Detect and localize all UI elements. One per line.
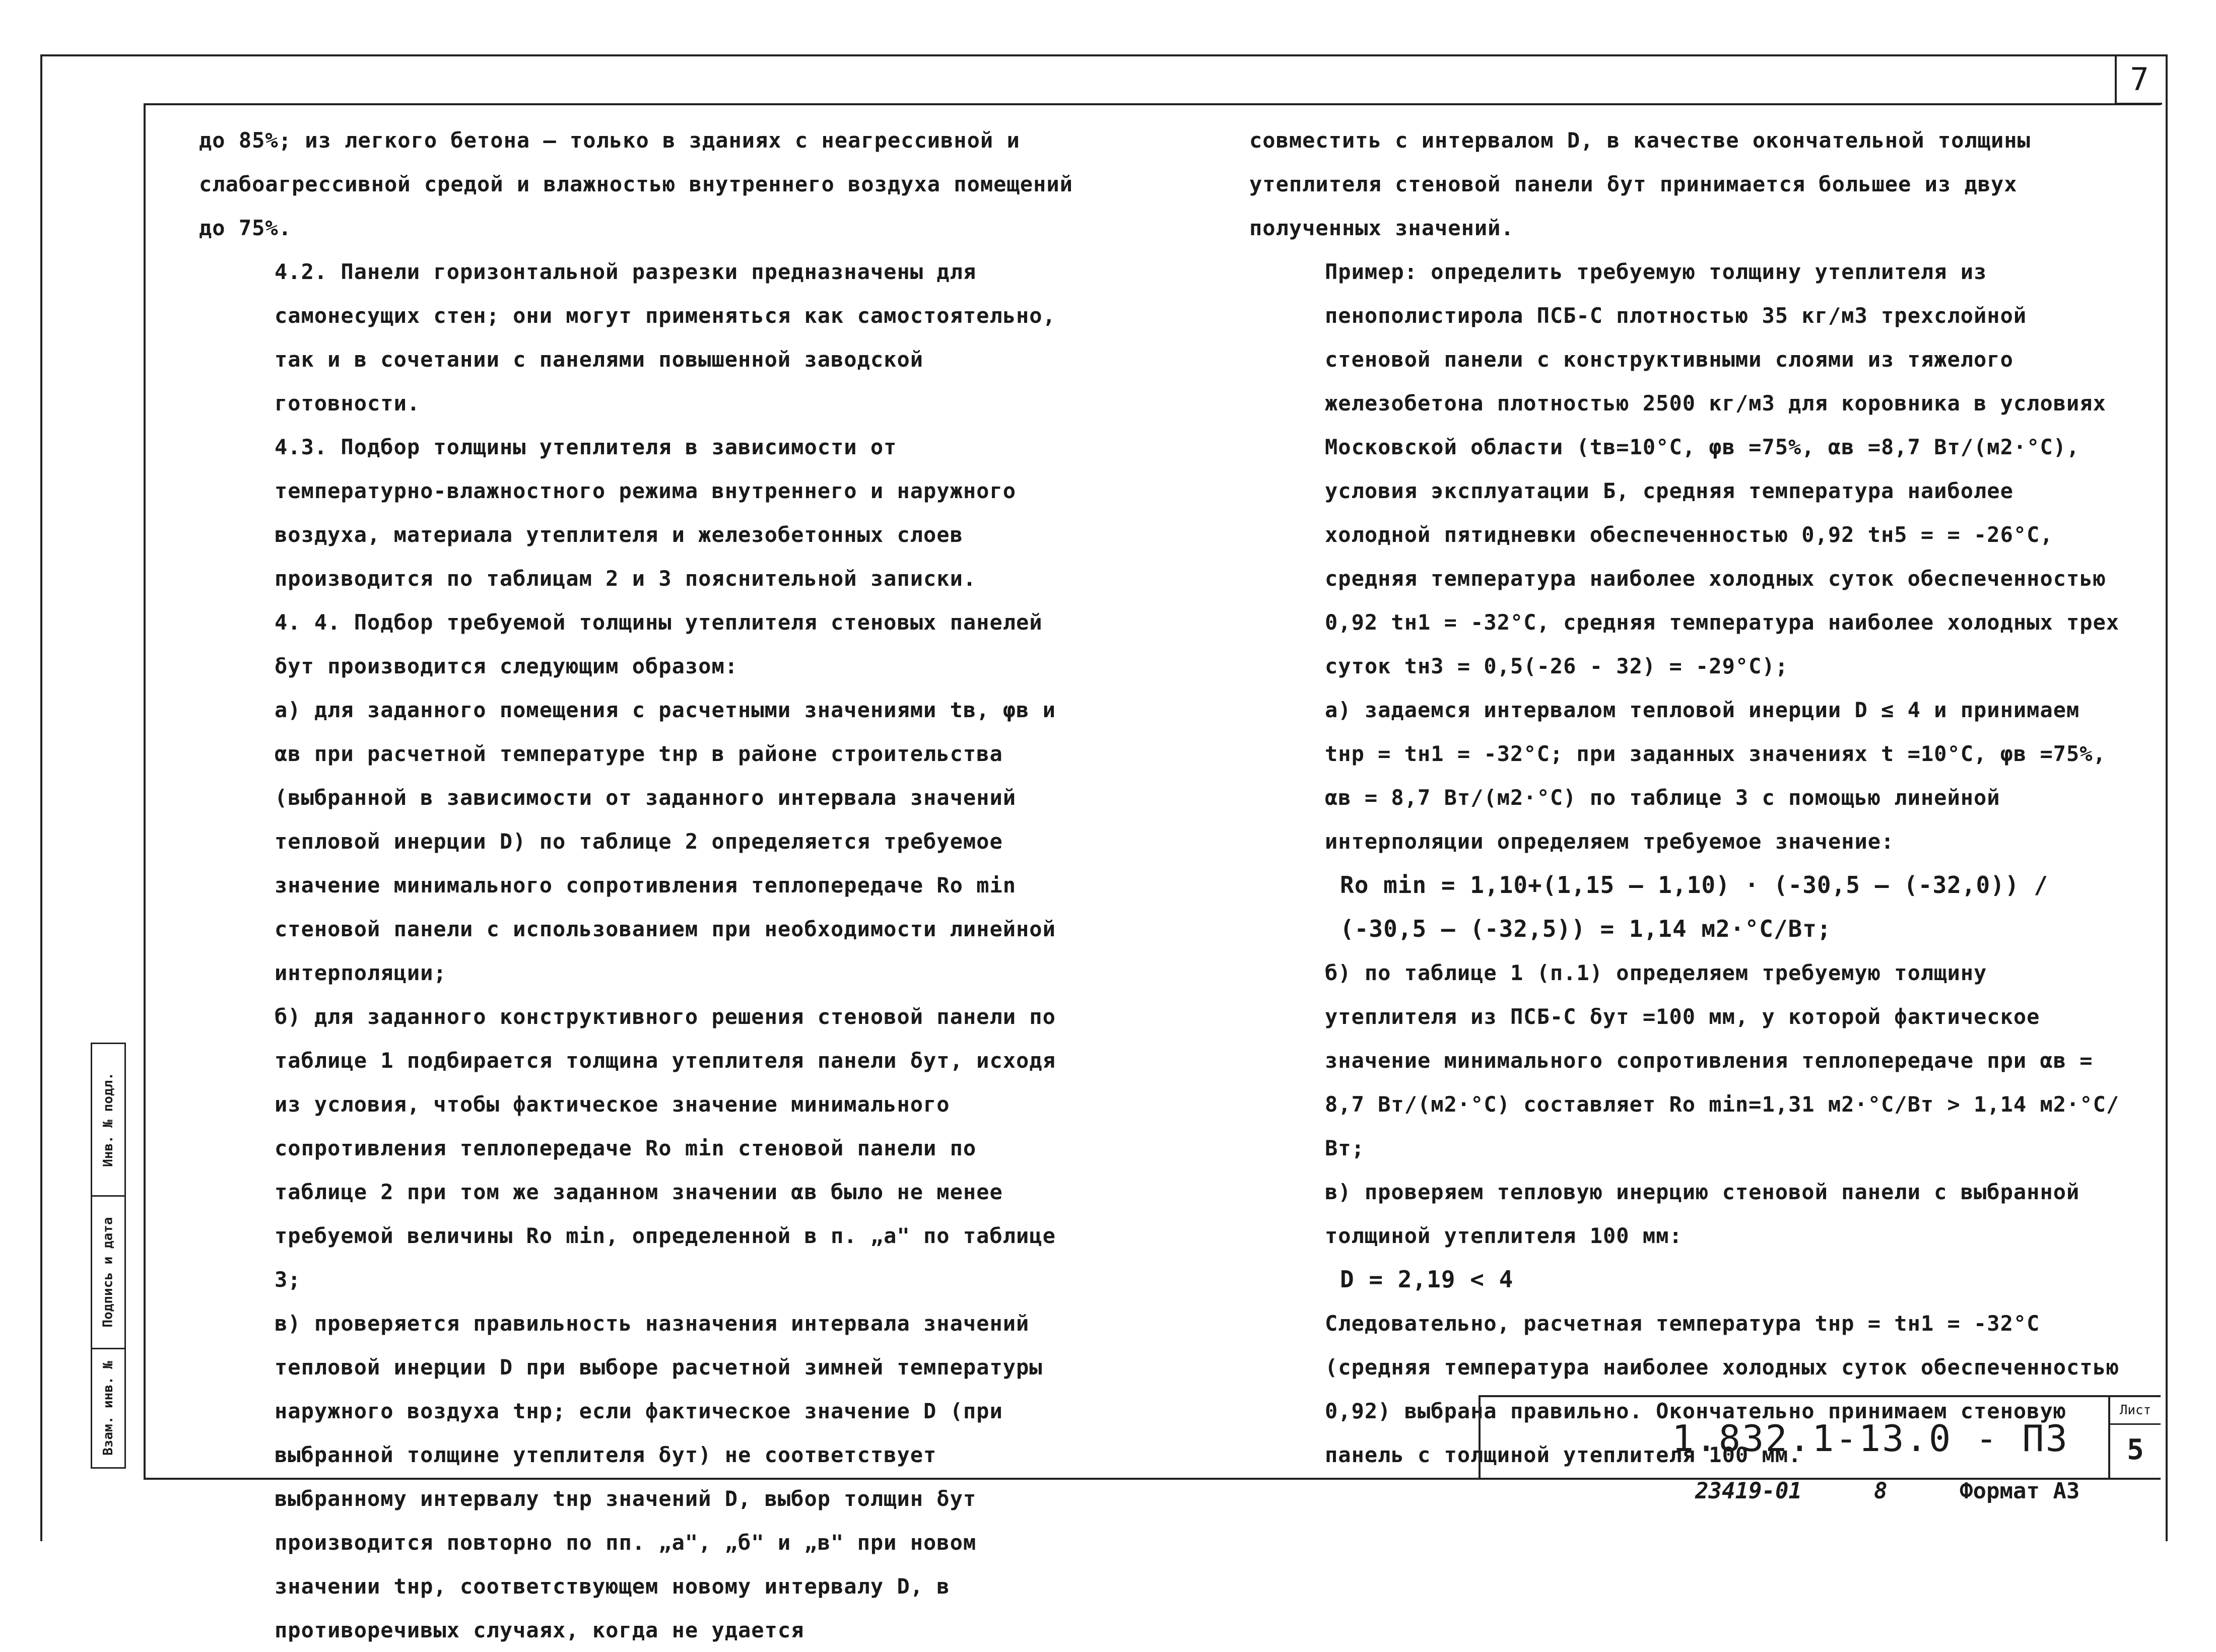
sheet-label: Лист [2110, 1397, 2161, 1425]
paragraph: 4.2. Панели горизонтальной разрезки предназначены для самонесущих стен; они могут применяться как самостоятельно, так и в сочетании с панелями повышенной заводской готовности. [275, 259, 1056, 416]
paragraph: Следовательно, расчетная температура tнр = tн1 = -32°С (средняя температура наиболее холодных суток обеспеченностью 0,92) выбрана правильно. Окончательно принимаем стеновую панель с толщиной утеплителя 100 мм. [1325, 1311, 2120, 1467]
formula: D = 2,19 < 4 [1340, 1266, 1514, 1293]
formula: Ro min = 1,10+(1,15 – 1,10) · (-30,5 – (-32,0)) / (-30,5 – (-32,5)) = 1,14 м2·°С/Вт; [1340, 871, 2049, 942]
approval-sidebar [91, 1043, 126, 1469]
paragraph: Пример: определить требуемую толщину утеплителя из пенополистирола ПСБ-С плотностью 35 кг/м3 трехслойной стеновой панели с конструктивными слоями из тяжелого железобетона плотностью 2500 кг/м3 для коровника в условиях Московской области (tв=10°С, φв =75%, αв =8,7 Вт/(м2·°С), условия эксплуатации Б, средняя температура наиболее холодной пятидневки обеспеченностью 0,92 tн5 = = -26°С, средняя температура наиболее холодных суток обеспеченностью 0,92 tн1 = -32°С, средняя температура наиболее холодных трех суток tн3 = 0,5(-26 - 32) = -29°С); [1325, 259, 2120, 678]
title-stamp [1479, 1395, 2161, 1478]
paragraph: совместить с интервалом D, в качестве окончательной толщины утеплителя стеновой панели δут принимается большее из двух полученных значений. [1249, 128, 2031, 240]
paragraph: в) проверяется правильность назначения интервала значений тепловой инерции D при выборе расчетной зимней температуры наружного воздуха tнр; если фактическое значение D (при выбранной толщине утеплителя δут) не соответствует выбранному интервалу tнр значений D, выбор толщин δут производится повторно по пп. „а", „б" и „в" при новом значении tнр, соответствующем новому интервалу D, в противоречивых случаях, когда не удается [275, 1311, 1043, 1642]
sidebar-cell: Подпись и дата [92, 1197, 124, 1349]
paragraph: 4. 4. Подбор требуемой толщины утеплителя стеновых панелей δут производится следующим образом: [275, 610, 1043, 678]
inventory-sub: 8 [1874, 1478, 1888, 1504]
sidebar-cell: Взам. инв. № [101, 1361, 116, 1456]
paragraph: 4.3. Подбор толщины утеплителя в зависимости от температурно-влажностного режима внутреннего и наружного воздуха, материала утеплителя и железобетонных слоев производится по таблицам 2 и 3 пояснительной записки. [275, 435, 1017, 591]
right-column [1249, 118, 2131, 1477]
paragraph: в) проверяем тепловую инерцию стеновой панели с выбранной толщиной утеплителя 100 мм: [1325, 1180, 2080, 1248]
paragraph: б) по таблице 1 (п.1) определяем требуемую толщину утеплителя из ПСБ-С δут =100 мм, у которой фактическое значение минимального сопротивления теплопередаче при αв = 8,7 Вт/(м2·°С) составляет Ro min=1,31 м2·°С/Вт > 1,14 м2·°С/Вт; [1325, 960, 2120, 1160]
paragraph: а) для заданного помещения с расчетными значениями tв, φв и αв при расчетной температуре tнр в районе строительства (выбранной в зависимости от заданного интервала значений тепловой инерции D) по таблице 2 определяется требуемое значение минимального сопротивления теплопередаче Ro min стеновой панели с использованием при необходимости линейной интерполяции; [275, 698, 1056, 985]
paragraph: б) для заданного конструктивного решения стеновой панели по таблице 1 подбирается толщина утеплителя панели δут, исходя из условия, чтобы фактическое значение минимального сопротивления теплопередаче Ro min стеновой панели по таблице 2 при том же заданном значении αв было не менее требуемой величины Ro min, определенной в п. „а" по таблице 3; [275, 1004, 1056, 1292]
format-label: Формат А3 [1960, 1478, 2080, 1504]
document-code: 1.832.1-13.0 - ПЗ [1672, 1417, 2069, 1460]
page-number: 7 [2115, 56, 2162, 105]
sidebar-cell: Инв. № подл. [92, 1044, 124, 1197]
sheet-number: 5 [2127, 1433, 2144, 1466]
paragraph: до 85%; из легкого бетона – только в зданиях с неагрессивной и слабоагрессивной средой и влажностью внутреннего воздуха помещений до 75%. [199, 128, 1073, 240]
paragraph: а) задаемся интервалом тепловой инерции D ≤ 4 и принимаем tнр = tн1 = -32°С; при заданных значениях t =10°С, φв =75%, αв = 8,7 Вт/(м2·°С) по таблице 3 с помощью линейной интерполяции определяем требуемое значение: [1325, 698, 2106, 854]
left-column [199, 118, 1081, 1652]
sheet-box [2108, 1397, 2161, 1478]
inventory-number: 23419-01 [1695, 1478, 1802, 1504]
